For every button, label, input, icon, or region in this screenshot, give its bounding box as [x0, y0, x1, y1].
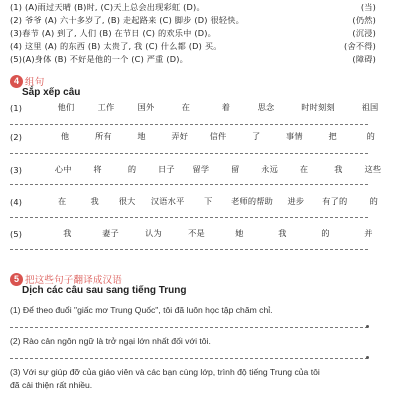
answer-line[interactable]: [10, 327, 368, 328]
answer-line[interactable]: [10, 217, 368, 218]
section-number-badge: 4: [10, 75, 23, 88]
section-4-header: [10, 74, 44, 88]
line-end-dot: [366, 356, 369, 359]
section-title-zh: 把这些句子翻译成汉语: [25, 275, 123, 286]
placement-item: (4) 这里 (A) 的东西 (B) 太贵了, 我 (C) 什么都 (D) 买。 (舍不得): [10, 40, 376, 51]
word-row: (5) 我 妻子 认为 不是 她 我 的 并: [10, 228, 373, 239]
section-number-badge: 5: [10, 273, 23, 286]
placement-item: (5)(A)身体 (B) 不好是他的一个 (C) 严重 (D)。 (障碍): [10, 53, 376, 64]
word-row: (1) 他们 工作 国外 在 着 思念 时时刻刻 祖国: [10, 102, 379, 113]
section-title-vi: Sắp xếp câu: [22, 87, 81, 98]
word-row: (3) 心中 将 的 日子 留学 留 永远 在 我 这些: [10, 164, 382, 175]
word-row: (2) 他 所有 地 弄好 信件 了 事情 把 的: [10, 131, 376, 142]
translation-prompt: (1) Để theo đuổi "giấc mơ Trung Quốc", tôi đã luôn học tập chăm chỉ.: [10, 305, 273, 315]
translation-prompt: (3) Với sự giúp đỡ của giáo viên và các bạn cùng lớp, trình độ tiếng Trung của tôi: [10, 367, 320, 377]
answer-line[interactable]: [10, 358, 368, 359]
section-5-header: [10, 272, 122, 286]
line-end-dot: [366, 325, 369, 328]
section-title-vi: Dịch các câu sau sang tiếng Trung: [22, 285, 187, 296]
answer-line[interactable]: [10, 124, 368, 125]
section-title-zh: 组句: [25, 77, 45, 88]
placement-item: (3)春节 (A) 到了, 人们 (B) 在节日 (C) 的欢乐中 (D)。 (沉浸): [10, 27, 376, 38]
answer-line[interactable]: [10, 153, 368, 154]
answer-line[interactable]: [10, 249, 368, 250]
answer-line[interactable]: [10, 184, 368, 185]
translation-prompt: (2) Rào cản ngôn ngữ là trở ngại lớn nhất đối với tôi.: [10, 336, 211, 346]
placement-item: (1) (A)雨过天晴 (B)时, (C)天上总会出现彩虹 (D)。 (当): [10, 1, 376, 12]
word-row: (4) 在 我 很大 汉语水平 下 老师的帮助 进步 有了的 的: [10, 196, 378, 207]
placement-item: (2) 爷爷 (A) 六十多岁了, (B) 走起路来 (C) 脚步 (D) 很轻快。 (仍然): [10, 14, 376, 25]
translation-prompt-cont: đã cải thiện rất nhiều.: [10, 380, 93, 390]
